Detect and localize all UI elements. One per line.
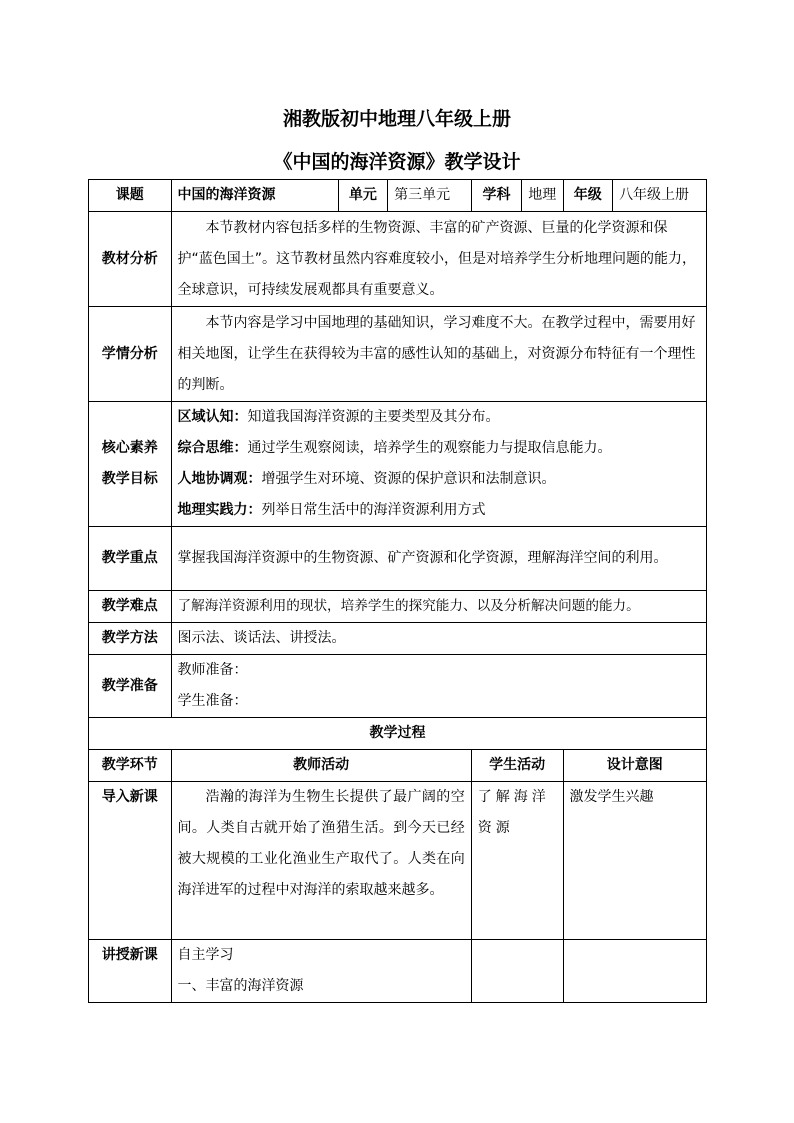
- key-points-row: [89, 527, 707, 591]
- core-goals-row: [89, 402, 707, 527]
- student-activity-cell: [471, 940, 563, 1003]
- unit-label: 单元: [338, 180, 388, 212]
- grade-label: 年级: [563, 180, 613, 212]
- subject-value: 地理: [522, 180, 563, 212]
- core-goals-list: [171, 402, 706, 527]
- student-activity-cell: 了解海洋资源: [471, 782, 563, 940]
- grade-value: 八年级上册: [613, 180, 707, 212]
- textbook-analysis-label: 教材分析: [89, 212, 172, 307]
- stage-cell: 导入新课: [89, 782, 172, 940]
- key-points-text: 掌握我国海洋资源中的生物资源、矿产资源和化学资源，理解海洋空间的利用。: [171, 527, 706, 591]
- design-intent-cell: 激发学生兴趣: [563, 782, 706, 940]
- preparation-label: 教学准备: [89, 655, 172, 718]
- header-row: [89, 180, 707, 212]
- goal-item: 地理实践力：列举日常生活中的海洋资源利用方式: [177, 502, 486, 518]
- difficulties-row: [89, 591, 707, 623]
- methods-row: [89, 623, 707, 655]
- teacher-preparation: 教师准备：: [177, 662, 248, 678]
- methods-label: 教学方法: [89, 623, 172, 655]
- goal-item: 综合思维：通过学生观察阅读，培养学生的观察能力与提取信息能力。: [177, 440, 612, 456]
- design-intent-cell: [563, 940, 706, 1003]
- stage-column-header: 教学环节: [89, 750, 172, 782]
- goal-item: 区域认知：知道我国海洋资源的主要类型及其分布。: [177, 409, 500, 425]
- student-analysis-label: 学情分析: [89, 307, 172, 402]
- process-row-teaching: [89, 940, 707, 1003]
- topic-value: 中国的海洋资源: [171, 180, 338, 212]
- difficulties-text: 了解海洋资源利用的现状，培养学生的探究能力、以及分析解决问题的能力。: [171, 591, 706, 623]
- stage-cell: 讲授新课: [89, 940, 172, 1003]
- teacher-activity-cell: [171, 940, 471, 1003]
- student-analysis-row: [89, 307, 707, 402]
- design-intent-column-header: 设计意图: [563, 750, 706, 782]
- process-title-row: [89, 718, 707, 750]
- subject-label: 学科: [471, 180, 522, 212]
- document-subtitle: 《中国的海洋资源》教学设计: [273, 151, 521, 173]
- teacher-activity-line: 自主学习: [177, 947, 234, 963]
- goal-item: 人地协调观：增强学生对环境、资源的保护意识和法制意识。: [177, 471, 556, 487]
- process-title: 教学过程: [89, 718, 707, 750]
- core-goals-label: [89, 402, 172, 527]
- teacher-activity-cell: 浩瀚的海洋为生物生长提供了最广阔的空间。人类自古就开始了渔猎生活。到今天已经被大规模的工业化渔业生产取代了。人类在向海洋进军的过程中对海洋的索取越来越多。: [171, 782, 471, 940]
- core-goals-label-line1: 核心素养: [101, 440, 158, 456]
- student-activity-column-header: 学生活动: [471, 750, 563, 782]
- textbook-analysis-row: [89, 212, 707, 307]
- teacher-activity-line: 一、丰富的海洋资源: [177, 978, 304, 994]
- document-title: 湘教版初中地理八年级上册: [282, 108, 511, 130]
- difficulties-label: 教学难点: [89, 591, 172, 623]
- process-header-row: [89, 750, 707, 782]
- topic-label: 课题: [89, 180, 172, 212]
- key-points-label: 教学重点: [89, 527, 172, 591]
- teacher-activity-column-header: 教师活动: [171, 750, 471, 782]
- preparation-text: [171, 655, 706, 718]
- student-analysis-text: 本节内容是学习中国地理的基础知识，学习难度不大。在教学过程中，需要用好相关地图，让学生在获得较为丰富的感性认知的基础上，对资源分布特征有一个理性的判断。: [171, 307, 706, 402]
- preparation-row: [89, 655, 707, 718]
- methods-text: 图示法、谈话法、讲授法。: [171, 623, 706, 655]
- process-row-intro: [89, 782, 707, 940]
- textbook-analysis-text: 本节教材内容包括多样的生物资源、丰富的矿产资源、巨量的化学资源和保护“蓝色国土”。这节教材虽然内容难度较小，但是对培养学生分析地理问题的能力，全球意识，可持续发展观都具有重要意义。: [171, 212, 706, 307]
- unit-value: 第三单元: [388, 180, 472, 212]
- lesson-plan-table: [88, 179, 707, 1003]
- student-preparation: 学生准备：: [177, 693, 248, 709]
- core-goals-label-line2: 教学目标: [101, 471, 158, 487]
